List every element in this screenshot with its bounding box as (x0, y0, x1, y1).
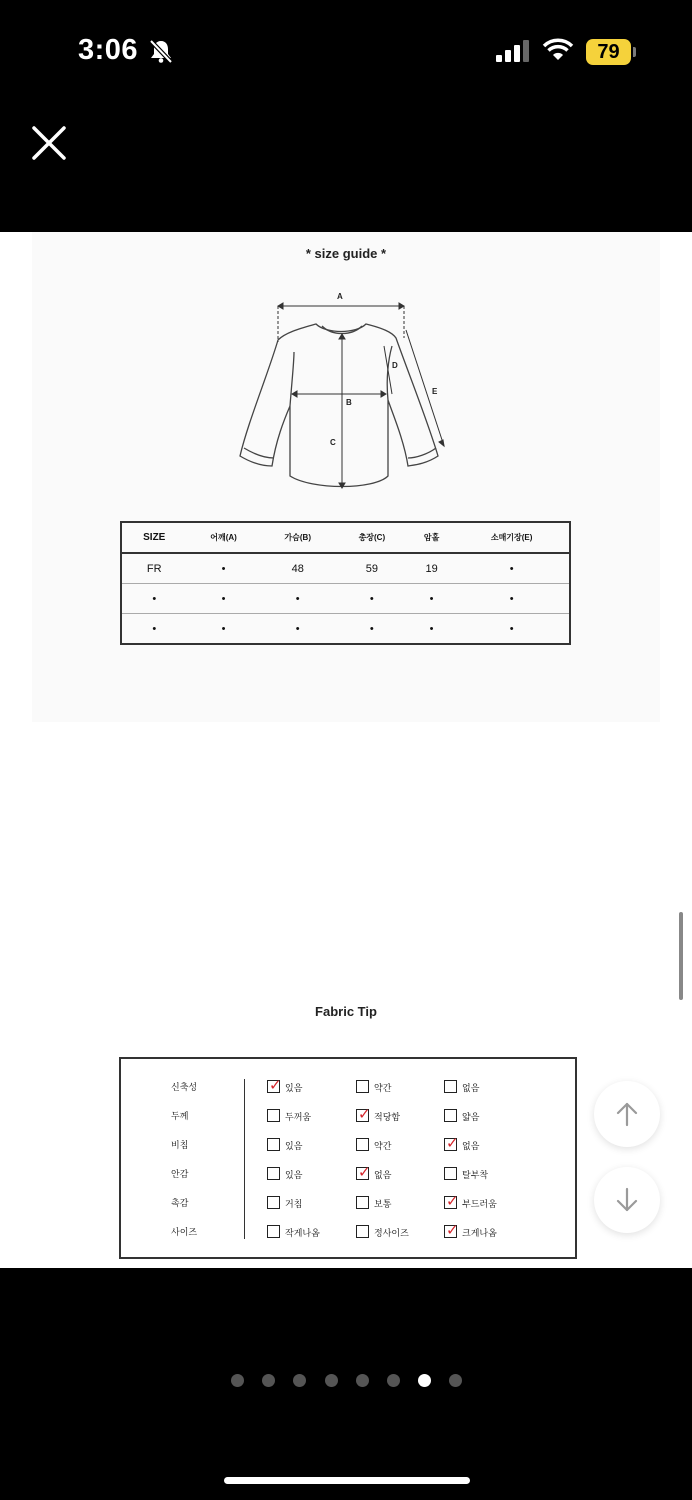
fabric-tip-label: 안감 (171, 1169, 189, 1179)
table-row (121, 614, 570, 645)
table-row (121, 584, 570, 614)
fabric-tip-label: 촉감 (171, 1198, 189, 1208)
table-cell: 48 (261, 553, 335, 584)
unchecked-checkbox (267, 1138, 280, 1151)
scroll-up-button[interactable] (594, 1081, 660, 1147)
checkmark-icon: ✓ (446, 1222, 459, 1239)
table-cell: • (454, 584, 570, 614)
size-table-header (121, 522, 570, 553)
fabric-tip-option-label: 있음 (285, 1083, 303, 1093)
unchecked-checkbox (356, 1138, 369, 1151)
wifi-icon (542, 38, 574, 62)
arrow-down-icon (594, 1167, 660, 1233)
fabric-tip-option-label: 약간 (374, 1083, 392, 1093)
unchecked-checkbox (444, 1109, 457, 1122)
fabric-tip-row (121, 1164, 575, 1184)
fabric-tip-option-label: 부드러움 (462, 1199, 497, 1209)
page-indicator[interactable] (0, 1374, 692, 1390)
checkmark-icon: ✓ (358, 1164, 371, 1181)
fabric-tip-divider (244, 1079, 245, 1239)
scrollbar-thumb[interactable] (679, 912, 683, 1000)
unchecked-checkbox (356, 1080, 369, 1093)
table-cell: • (295, 622, 300, 635)
cellular-signal-icon (496, 40, 530, 62)
table-cell: • (187, 553, 261, 584)
size-table-header-cell: 가슴(B) (261, 522, 335, 553)
table-cell: • (429, 622, 434, 635)
checked-checkbox (444, 1193, 459, 1210)
status-bar (0, 0, 692, 100)
unchecked-checkbox (444, 1167, 457, 1180)
unchecked-checkbox (356, 1196, 369, 1209)
home-indicator[interactable] (224, 1477, 470, 1484)
table-cell: 19 (409, 553, 454, 584)
checked-checkbox (356, 1106, 371, 1123)
battery-indicator: 79 (586, 39, 631, 65)
fabric-tip-option-label: 얇음 (462, 1112, 480, 1122)
checked-checkbox (444, 1135, 459, 1152)
fabric-tip-row (121, 1135, 575, 1155)
checkmark-icon: ✓ (446, 1135, 459, 1152)
unchecked-checkbox (267, 1109, 280, 1122)
fabric-tip-option-label: 보통 (374, 1199, 392, 1209)
size-table-header-cell: 총장(C) (335, 522, 409, 553)
size-table-header-cell: 소매기장(E) (454, 522, 570, 553)
dimension-label-e: E (432, 387, 438, 396)
fabric-tip-label: 사이즈 (171, 1227, 198, 1237)
dimension-label-c: C (330, 438, 336, 447)
checked-checkbox (267, 1077, 282, 1094)
checked-checkbox (356, 1164, 371, 1181)
fabric-tip-label: 비침 (171, 1140, 189, 1150)
checkmark-icon: ✓ (446, 1193, 459, 1210)
fabric-tip-option-label: 있음 (285, 1170, 303, 1180)
unchecked-checkbox (267, 1225, 280, 1238)
table-cell: • (187, 584, 261, 614)
fabric-tip-option-label: 있음 (285, 1141, 303, 1151)
fabric-tip-title: Fabric Tip (315, 1004, 377, 1019)
fabric-tip-row (121, 1106, 575, 1126)
unchecked-checkbox (267, 1167, 280, 1180)
page-dot[interactable] (231, 1374, 244, 1387)
checkmark-icon: ✓ (358, 1106, 371, 1123)
shirt-diagram (232, 290, 454, 496)
table-cell: • (409, 584, 454, 614)
size-table-header-cell: 암홀 (409, 522, 454, 553)
table-row (121, 553, 570, 584)
dimension-label-a: A (337, 292, 343, 301)
fabric-tip-option-label: 없음 (374, 1170, 392, 1180)
size-table (120, 521, 571, 645)
table-cell: 59 (335, 553, 409, 584)
fabric-tip-label: 두께 (171, 1111, 189, 1121)
size-guide-title: * size guide * (305, 246, 387, 261)
fabric-tip-option-label: 크게나옴 (462, 1228, 497, 1238)
page-dot[interactable] (325, 1374, 338, 1387)
size-table-header-cell: 어깨(A) (187, 522, 261, 553)
fabric-tip-option-label: 탈부착 (462, 1170, 489, 1180)
table-cell: • (369, 622, 374, 635)
page-dot[interactable] (293, 1374, 306, 1387)
checkmark-icon: ✓ (269, 1077, 282, 1094)
unchecked-checkbox (356, 1225, 369, 1238)
page-dot[interactable] (449, 1374, 462, 1387)
scroll-down-button[interactable] (594, 1167, 660, 1233)
fabric-tip-option-label: 정사이즈 (374, 1228, 409, 1238)
page-dot[interactable] (418, 1374, 431, 1387)
fabric-tip-option-label: 약간 (374, 1141, 392, 1151)
close-icon[interactable] (30, 124, 68, 162)
fabric-tip-table (119, 1057, 577, 1259)
fabric-tip-option-label: 없음 (462, 1141, 480, 1151)
table-cell: • (509, 622, 514, 635)
fabric-tip-option-label: 두꺼움 (285, 1112, 312, 1122)
table-cell: • (261, 584, 335, 614)
fabric-tip-row (121, 1222, 575, 1242)
fabric-tip-option-label: 적당함 (374, 1112, 401, 1122)
unchecked-checkbox (444, 1080, 457, 1093)
size-table-header-cell: SIZE (121, 522, 187, 553)
unchecked-checkbox (267, 1196, 280, 1209)
fabric-tip-row (121, 1077, 575, 1097)
dimension-label-b: B (346, 398, 352, 407)
bell-slash-icon (148, 38, 174, 64)
table-cell: • (454, 553, 570, 584)
table-cell: FR (121, 553, 187, 584)
page-dot[interactable] (356, 1374, 369, 1387)
dimension-label-d: D (392, 361, 398, 370)
fabric-tip-row (121, 1193, 575, 1213)
fabric-tip-label: 신축성 (171, 1082, 198, 1092)
page-dot[interactable] (387, 1374, 400, 1387)
table-cell: • (152, 622, 157, 635)
table-cell: • (221, 622, 226, 635)
status-time: 3:06 (78, 34, 139, 66)
table-cell: • (335, 584, 409, 614)
table-cell: • (121, 584, 187, 614)
checked-checkbox (444, 1222, 459, 1239)
page-dot[interactable] (262, 1374, 275, 1387)
product-image-size-guide (0, 232, 692, 1268)
fabric-tip-option-label: 없음 (462, 1083, 480, 1093)
fabric-tip-option-label: 작게나옴 (285, 1228, 320, 1238)
arrow-up-icon (594, 1081, 660, 1147)
fabric-tip-option-label: 거침 (285, 1199, 303, 1209)
battery-nub (633, 47, 636, 57)
